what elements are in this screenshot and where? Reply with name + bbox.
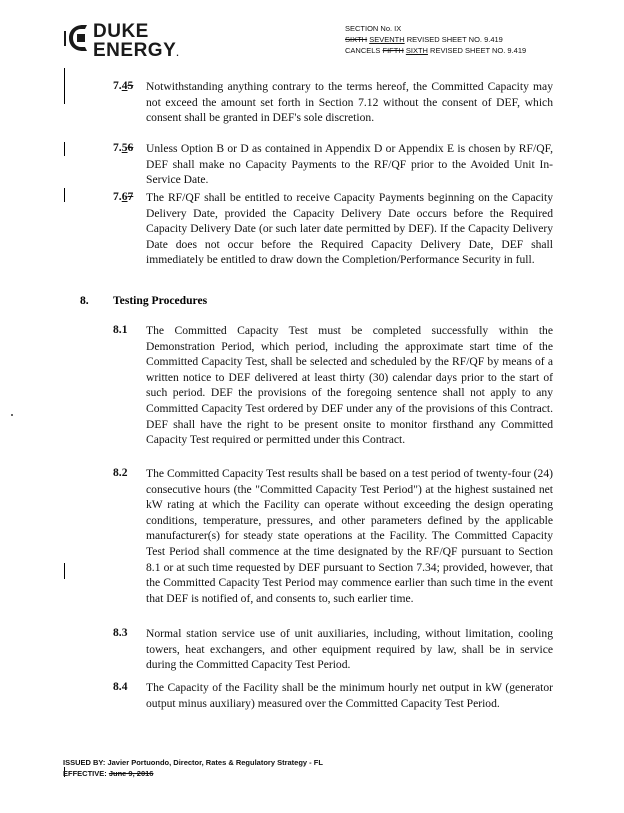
effective-date (63, 769, 153, 778)
cancels-rest: REVISED SHEET NO. 9.419 (427, 46, 527, 55)
paragraph-text: Unless Option B or D as contained in Appendix D or Appendix E is chosen by RF/QF, DEF shall make no Capacity Payments to the RF/QF prior to the Avoided Unit In-Service Date. (146, 142, 553, 187)
revised-sheet-line (345, 34, 526, 45)
logo-line-duke: DUKE (93, 21, 149, 42)
item-text: The Committed Capacity Test results shall be based on a test period of twenty-four (24) consecutive hours (the "Committed Capacity Test Period") at the highest sustained net kW rating at which the Facility can operate without exceeding the design operating conditions, temperature, pressures, and other parameters defined by the applicable manufacturer(s) for steady state operations at the Facility. The Committed Capacity Test Period shall commence at the time designated by the RF/QF pursuant to Section 8.1 or at such time requested by DEF pursuant to Section 7.34; provided, however, that the Committed Capacity Test Period may commence earlier than such time in the event that DEF is notified of, and consents to, such earlier time. (146, 467, 553, 605)
revision-bar (64, 563, 65, 579)
logo-line-energy: ENERGY. (93, 40, 180, 61)
sheet-header (345, 23, 526, 56)
paragraph-number (113, 79, 133, 92)
logo-energy-text: ENERGY (93, 40, 177, 61)
item-number: 8.2 (113, 466, 128, 479)
revision-bar (64, 188, 65, 202)
item-text: The Capacity of the Facility shall be the minimum hourly net output in kW (generator output minus auxiliary) measured over the Committed Capacity Test Period. (146, 681, 553, 710)
item-number: 8.4 (113, 680, 128, 693)
section-number: 8. (80, 294, 89, 307)
item-text: The Committed Capacity Test must be completed successfully within the Demonstration Period, which period, including the approximate start time of the Committed Capacity Test, shall be selected and scheduled by the RF/QF by means of a written notice to DEF delivered at least thirty (30) calendar days prior to the start of such period. DEF the provisions of the foregoing sentence shall not apply to any Committed Capacity Test ordered by DEF under any of the provisions of this Contract. DEF shall have the right to be present onsite to monitor firsthand any Committed Capacity Test required or permitted under this Contract. (146, 324, 553, 447)
paragraph-text: The RF/QF shall be entitled to receive Capacity Payments beginning on the Capacity Delivery Date, provided the Capacity Delivery Date occurs before the Required Capacity Delivery Date (or such later date permitted by DEF). If the Capacity Delivery Date does not occur before the Required Capacity Delivery Date, DEF shall immediately be entitled to draw down the Completion/Performance Security in full. (146, 191, 553, 267)
section-title: Testing Procedures (113, 294, 208, 307)
cancels-strike: FIFTH (382, 46, 404, 55)
duke-energy-logo (63, 22, 203, 72)
paragraph-number (113, 190, 133, 203)
num-strike: 6 (127, 141, 134, 154)
scan-speck (11, 414, 13, 416)
num-prefix: 7. (113, 79, 122, 92)
cancels-prefix: CANCELS (345, 46, 383, 55)
revised-new: SEVENTH (369, 35, 405, 44)
num-prefix: 7. (113, 190, 122, 203)
num-strike: 5 (127, 79, 134, 92)
section-number: SECTION No. IX (345, 24, 402, 33)
num-new: 6 (121, 190, 128, 203)
logo-wordmark (93, 22, 179, 63)
num-new: 4 (121, 79, 128, 92)
item-number: 8.3 (113, 626, 128, 639)
effective-label: EFFECTIVE: (63, 769, 109, 778)
item-number: 8.1 (113, 323, 128, 336)
paragraph-text: Notwithstanding anything contrary to the terms hereof, the Committed Capacity may not exceed the amount set forth in Section 7.12 without the consent of DEF, which consent shall be granted in DEF's sole discretion. (146, 80, 553, 125)
revision-bar (64, 68, 65, 104)
cancels-sheet-line (345, 45, 526, 56)
item-text: Normal station service use of unit auxiliaries, including, without limitation, cooling towers, heat exchangers, and other equipment required by law, shall be in service during the Committed Capacity Test Period. (146, 627, 553, 672)
revised-strike: SIXTH (345, 35, 368, 44)
paragraph-number (113, 141, 133, 154)
revision-bar (64, 142, 65, 156)
num-prefix: 7. (113, 141, 122, 154)
issued-by: ISSUED BY: Javier Portuondo, Director, Rates & Regulatory Strategy - FL (63, 758, 323, 767)
effective-strike: June 9, 2016 (108, 769, 154, 778)
duke-energy-logo-icon (63, 22, 93, 58)
revised-rest: REVISED SHEET NO. 9.419 (404, 35, 503, 44)
cancels-new: SIXTH (405, 46, 428, 55)
num-strike: 7 (127, 190, 134, 203)
num-new: 5 (121, 141, 128, 154)
